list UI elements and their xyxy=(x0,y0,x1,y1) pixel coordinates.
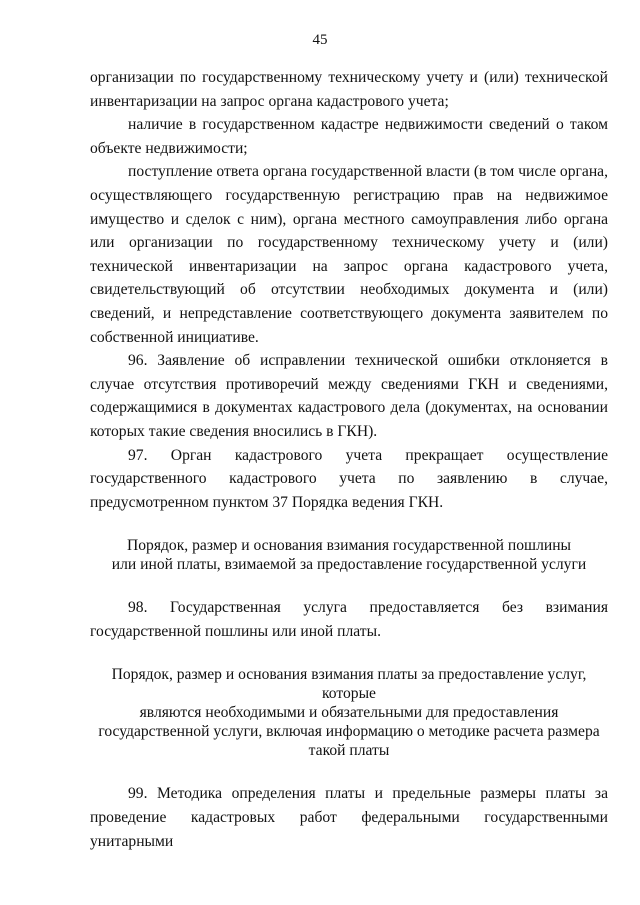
document-body xyxy=(90,66,608,853)
paragraph-99: 99. Методика определения платы и предельные размеры платы за проведение кадастровых работ федеральными государственными унитарными xyxy=(90,785,608,850)
heading-line: Порядок, размер и основания взимания платы за предоставление услуг, которые xyxy=(111,666,587,703)
heading-line: Порядок, размер и основания взимания государственной пошлины xyxy=(126,537,572,555)
paragraph-continuation: организации по государственному техническому учету и (или) технической инвентаризации на запрос органа кадастрового учета; xyxy=(90,69,608,110)
heading-line: или иной платы, взимаемой за предоставление государственной услуги xyxy=(111,556,587,574)
paragraph-cadastre-info: наличие в государственном кадастре недвижимости сведений о таком объекте недвижимости; xyxy=(90,116,608,157)
heading-line: такой платы xyxy=(308,742,390,760)
heading-line: являются необходимыми и обязательными для предоставления xyxy=(139,704,559,722)
page-number: 45 xyxy=(312,32,328,48)
heading-line: государственной услуги, включая информацию о методике расчета размера xyxy=(98,723,600,741)
section-heading-state-fee xyxy=(90,536,608,574)
paragraph-97: 97. Орган кадастрового учета прекращает осуществление государственного кадастрового учета по заявлению в случае, предусмотренном пунктом 37 Порядка ведения ГКН. xyxy=(90,446,608,511)
paragraph-96: 96. Заявление об исправлении технической ошибки отклоняется в случае отсутствия противоречий между сведениями ГКН и сведениями, содержащимися в документах кадастрового дела (документах, на основании которых такие сведения вносились в ГКН). xyxy=(90,352,608,440)
section-heading-service-fee xyxy=(90,665,608,760)
paragraph-authority-response: поступление ответа органа государственной власти (в том числе органа, осуществляющего государственную регистрацию прав на недвижимое имущество и сделок с ним), органа местного самоуправления либо органа или организации по государственному техническому учету и (или) технической инвентаризации на запрос органа кадастрового учета, свидетельствующий об отсутствии необходимых документа и (или) сведений, и непредставление соответствующего документа заявителем по собственной инициативе. xyxy=(90,163,608,346)
paragraph-98: 98. Государственная услуга предоставляется без взимания государственной пошлины или иной платы. xyxy=(90,599,608,640)
